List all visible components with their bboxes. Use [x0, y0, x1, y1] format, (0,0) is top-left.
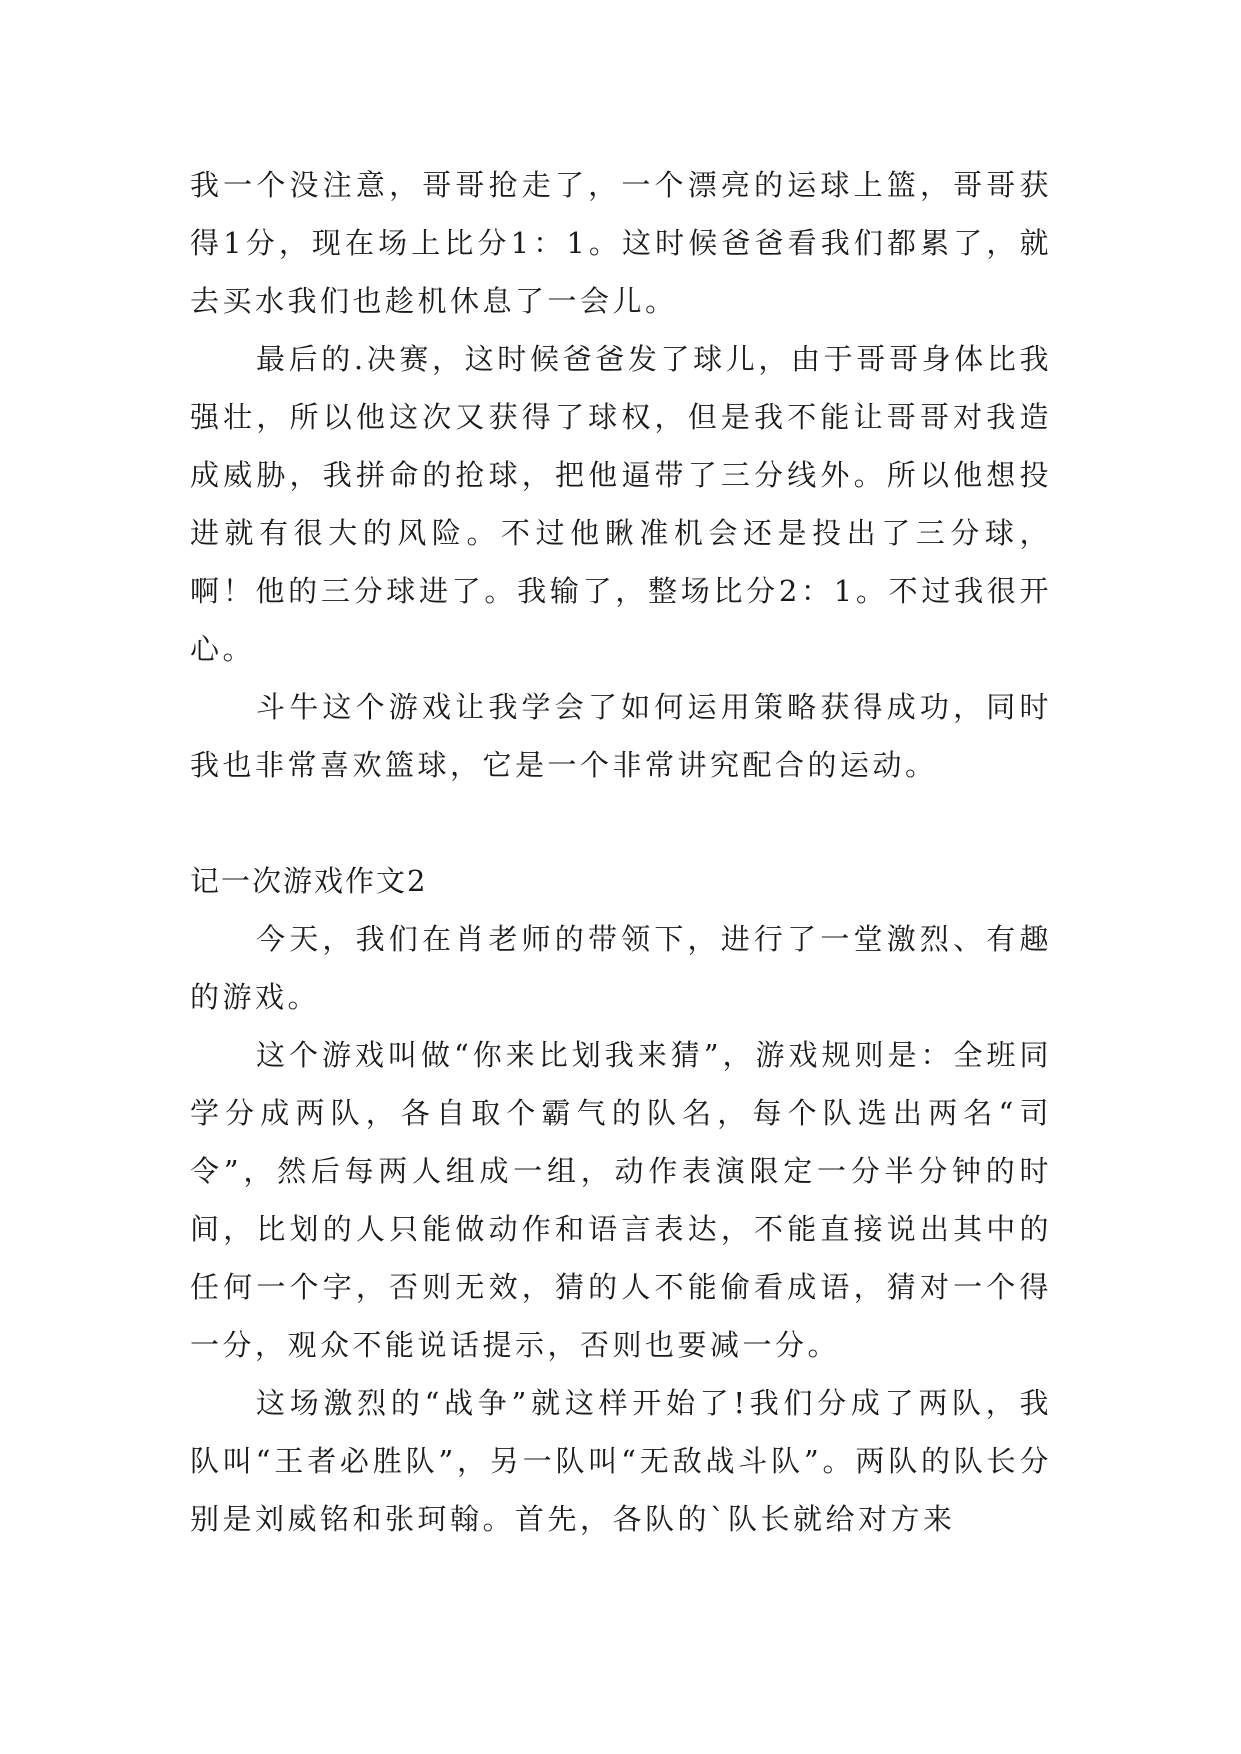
paragraph: 斗牛这个游戏让我学会了如何运用策略获得成功，同时我也非常喜欢篮球，它是一个非常讲究配合的运动。: [190, 690, 1052, 782]
paragraph: 今天，我们在肖老师的带领下，进行了一堂激烈、有趣的游戏。: [190, 922, 1052, 1014]
document-page: [190, 156, 1052, 1548]
paragraph: 我一个没注意，哥哥抢走了，一个漂亮的运球上篮，哥哥获得1分，现在场上比分1：1。这时候爸爸看我们都累了，就去买水我们也趁机休息了一会儿。: [190, 168, 1052, 318]
paragraph: 这场激烈的“战争”就这样开始了!我们分成了两队，我队叫“王者必胜队”，另一队叫“无敌战斗队”。两队的队长分别是刘威铭和张珂翰。首先，各队的`队长就给对方来: [190, 1386, 1052, 1536]
essay-heading: 记一次游戏作文2: [190, 864, 428, 898]
paragraph: 这个游戏叫做“你来比划我来猜”，游戏规则是：全班同学分成两队，各自取个霸气的队名，每个队选出两名“司令”，然后每两人组成一组，动作表演限定一分半分钟的时间，比划的人只能做动作和语言表达，不能直接说出其中的任何一个字，否则无效，猜的人不能偷看成语，猜对一个得一分，观众不能说话提示，否则也要减一分。: [190, 1038, 1052, 1362]
paragraph: 最后的.决赛，这时候爸爸发了球儿，由于哥哥身体比我强壮，所以他这次又获得了球权，但是我不能让哥哥对我造成威胁，我拼命的抢球，把他逼带了三分线外。所以他想投进就有很大的风险。不过他瞅准机会还是投出了三分球，啊！他的三分球进了。我输了，整场比分2：1。不过我很开心。: [190, 342, 1052, 666]
